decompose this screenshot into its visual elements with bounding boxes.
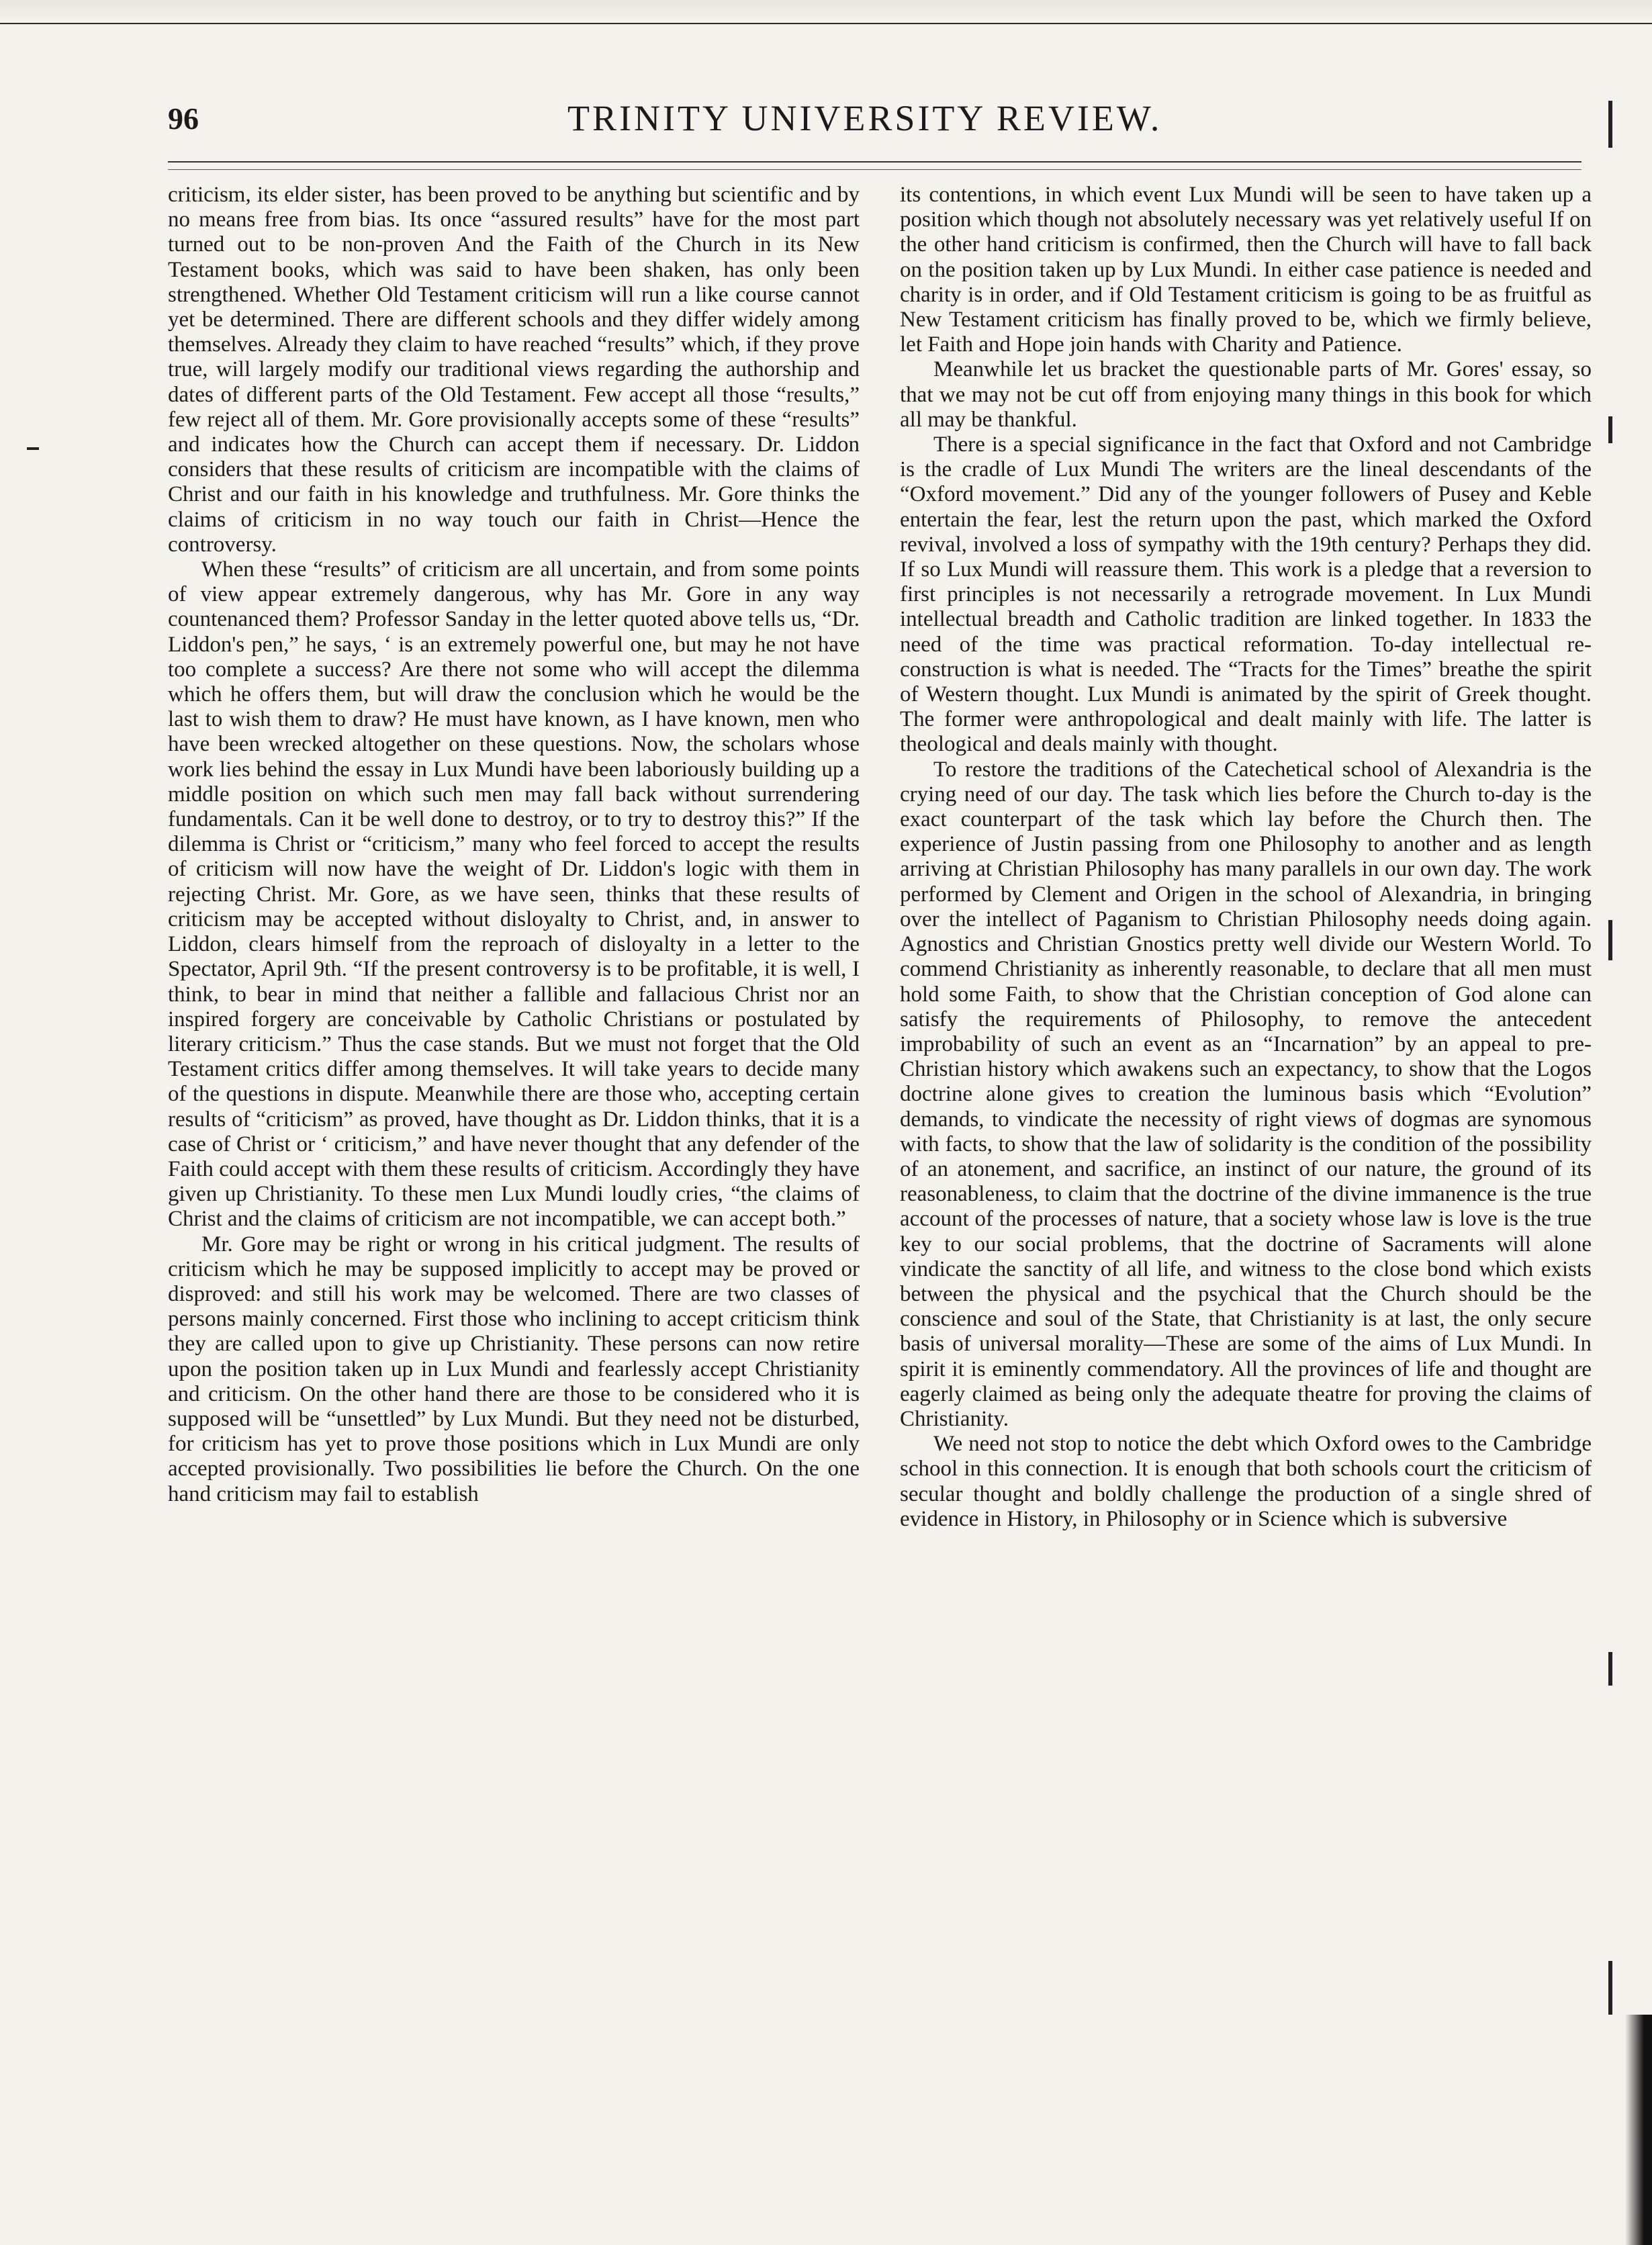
- right-paragraph-4: To restore the traditions of the Catechetical school of Alexandria is the crying need of our day. The task which lies before the Church to-day is the exact counterpart of the task which lay before the Church then. The experience of Justin passing from one Philosophy to another and as length arriving at Christian Philosophy has many parallels in our own day. The work performed by Clement and Origen in the school of Alexandria, in bringing over the intellect of Paganism to Christian Philosophy needs doing again. Agnostics and Christian Gnostics pretty well divide our Western World. To commend Christianity as inherently reasonable, to declare that all men must hold some Faith, to show that the Christian conception of God alone can satisfy the requirements of Philosophy, to remove the antecedent improbability of such an event as an “Incarnation” by an appeal to pre-Christian history which awakens such an expectancy, to show that the Logos doctrine alone gives to creation the luminous basis which “Evolution” demands, to vindicate the necessity of right views of dogmas are synomous with facts, to show that the law of solidarity is the condition of the possibility of an atonement, and sacrifice, an instinct of our nature, the ground of its reasonableness, to claim that the doctrine of the divine immanence is the true account of the processes of nature, that a society whose law is love is the true key to our social problems, that the doctrine of Sacraments will alone vindicate the sanctity of all life, and witness to the close bond which exists between the physical and the psychical that the Church should be the conscience and soul of the State, that Christianity is at last, the only secure basis of universal morality—These are some of the aims of Lux Mundi. In spirit it is eminently commendatory. All the provinces of life and thought are eagerly claimed as being only the adequate theatre for proving the claims of Christianity.: [900, 757, 1592, 1431]
- left-column: [168, 183, 860, 2170]
- margin-mark: [1608, 416, 1612, 443]
- right-paragraph-3: There is a special significance in the fact that Oxford and not Cambridge is the cradle of Lux Mundi The writers are the lineal descendants of the “Oxford movement.” Did any of the younger followers of Pusey and Keble entertain the fear, lest the return upon the past, which marked the Oxford revival, involved a loss of sympathy with the 19th century? Perhaps they did. If so Lux Mundi will reassure them. This work is a pledge that a reversion to first principles is not necessarily a retrograde movement. In Lux Mundi intellectual breadth and Catholic tradition are linked together. In 1833 the need of the time was practical reformation. To-day intellectual re-construction is what is needed. The “Tracts for the Times” breathe the spirit of Western thought. Lux Mundi is animated by the spirit of Greek thought. The former were anthropological and dealt mainly with life. The latter is theological and deals mainly with thought.: [900, 432, 1592, 757]
- left-paragraph-1: criticism, its elder sister, has been proved to be anything but scientific and by no means free from bias. Its once “assured results” have for the most part turned out to be non-proven And the Faith of the Church in its New Testament books, which was said to have been shaken, has only been strengthened. Whether Old Testament criticism will run a like course cannot yet be determined. There are different schools and they differ widely among themselves. Already they claim to have reached “results” which, if they prove true, will largely modify our traditional views regarding the authorship and dates of different parts of the Old Testament. Few accept all those “results,” few reject all of them. Mr. Gore provisionally accepts some of these “results” and indicates how the Church can accept them if necessary. Dr. Liddon considers that these results of criticism are incompatible with the claims of Christ and our faith in his knowledge and truthfulness. Mr. Gore thinks the claims of criticism in no way touch our faith in Christ—Hence the controversy.: [168, 183, 860, 557]
- page-top-edge: [0, 0, 1652, 24]
- margin-mark: [1608, 1961, 1612, 2015]
- left-paragraph-3: Mr. Gore may be right or wrong in his critical judgment. The results of criticism which he may be supposed implicitly to accept may be proved or disproved: and still his work may be welcomed. There are two classes of persons mainly concerned. First those who inclining to accept criticism think they are called upon to give up Christianity. These persons can now retire upon the position taken up in Lux Mundi and fearlessly accept Christianity and criticism. On the other hand there are those to be considered who it is supposed will be “unsettled” by Lux Mundi. But they need not be disturbed, for criticism has yet to prove those positions which in Lux Mundi are only accepted provisionally. Two possibilities lie before the Church. On the one hand criticism may fail to establish: [168, 1232, 860, 1506]
- margin-mark: [1608, 920, 1612, 960]
- right-paragraph-1: its contentions, in which event Lux Mundi will be seen to have taken up a position which though not absolutely necessary was yet relatively useful If on the other hand criticism is confirmed, then the Church will have to fall back on the position taken up by Lux Mundi. In either case patience is needed and charity is in order, and if Old Testament criticism is going to be as fruitful as New Testament criticism has finally proved to be, which we firmly believe, let Faith and Hope join hands with Charity and Patience.: [900, 183, 1592, 357]
- header-rule: [168, 161, 1581, 163]
- margin-mark: [1608, 101, 1612, 148]
- header-rule-thin: [168, 169, 1581, 170]
- left-paragraph-2: When these “results” of criticism are all uncertain, and from some points of view appear extremely dangerous, why has Mr. Gore in any way countenanced them? Professor Sanday in the letter quoted above tells us, “Dr. Liddon's pen,” he says, ‘ is an extremely powerful one, but may he not have too complete a success? Are there not some who will accept the dilemma which he offers them, but will draw the conclusion which he would be the last to wish them to draw? He must have known, as I have known, men who have been wrecked altogether on these questions. Now, the scholars whose work lies behind the essay in Lux Mundi have been laboriously building up a middle position on which such men may fall back without surrendering fundamentals. Can it be well done to destroy, or to try to destroy this?” If the dilemma is Christ or “criticism,” many who feel forced to accept the results of criticism will now have the weight of Dr. Liddon's logic with them in rejecting Christ. Mr. Gore, as we have seen, thinks that these results of criticism may be accepted without disloyalty to Christ, and, in answer to Liddon, clears himself from the reproach of disloyalty in a letter to the Spectator, April 9th. “If the present controversy is to be profitable, it is well, I think, to bear in mind that neither a fallible and fallacious Christ nor an inspired forgery are conceivable by Catholic Christians or postulated by literary criticism.” Thus the case stands. But we must not forget that the Old Testament critics differ among themselves. It will take years to decide many of the questions in dispute. Meanwhile there are those who, accepting certain results of “criticism” as proved, have thought as Dr. Liddon thinks, that it is a case of Christ or ‘ criticism,” and have never thought that any defender of the Faith could accept with them these results of criticism. Accordingly they have given up Christianity. To these men Lux Mundi loudly cries, “the claims of Christ and the claims of criticism are not incompatible, we can accept both.”: [168, 557, 860, 1232]
- margin-mark: [1608, 1652, 1612, 1686]
- right-paragraph-5: We need not stop to notice the debt which Oxford owes to the Cambridge school in this connection. It is enough that both schools court the criticism of secular thought and boldly challenge the production of a single shred of evidence in History, in Philosophy or in Science which is subversive: [900, 1432, 1592, 1531]
- page-binding-edge: [1625, 2015, 1652, 2245]
- margin-dash-mark: [27, 447, 39, 450]
- right-column: [900, 183, 1592, 2170]
- page-number: 96: [168, 101, 199, 136]
- right-paragraph-2: Meanwhile let us bracket the questionable parts of Mr. Gores' essay, so that we may not be cut off from enjoying many things in this book for which all may be thankful.: [900, 357, 1592, 432]
- running-head-title: TRINITY UNIVERSITY REVIEW.: [567, 98, 1162, 138]
